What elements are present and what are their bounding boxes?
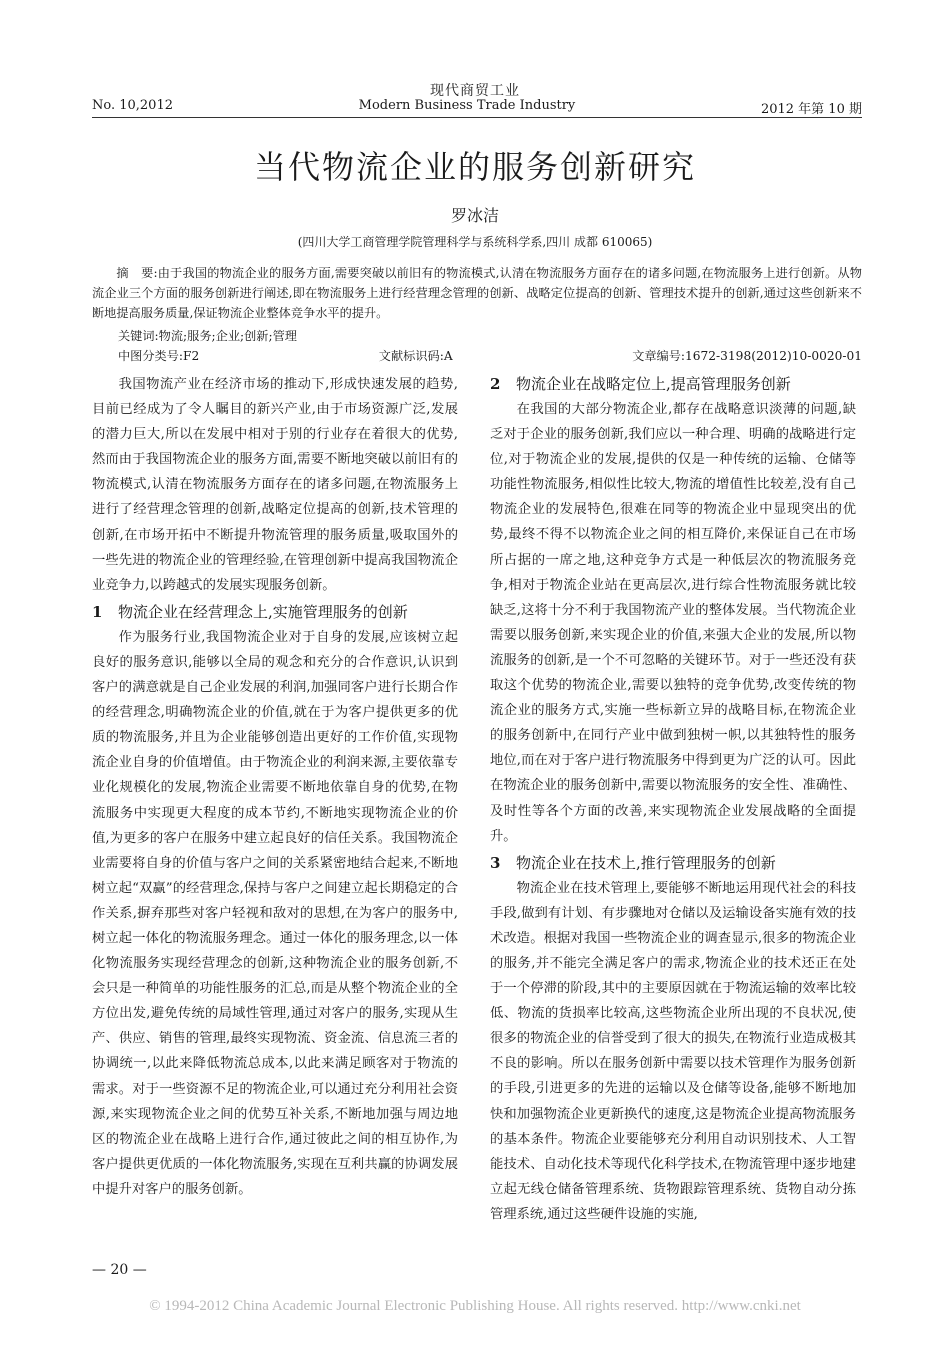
page-number: — 20 — [92,1262,147,1278]
section-3-number: 3 [490,853,501,872]
article-number: 文章编号:1672-3198(2012)10-0020-01 [632,349,862,363]
document-code: 文献标识码:A [378,349,453,363]
keywords: 关键词:物流;服务;企业;创新;管理 [118,329,297,343]
left-column [92,372,458,1202]
classification-line [118,347,862,364]
section-3-body: 物流企业在技术管理上,要能够不断地运用现代社会的科技手段,做到有计划、有步骤地对仓储以及运输设备实施有效的技术改造。根据对我国一些物流企业的调查显示,很多的物流企业的服务,并不能完全满足客户的需求,物流企业的技术还正在处于一个停滞的阶段,其中的主要原因就在于物流运输的效率比较低、物流的货损率比较高,这些物流企业所出现的不良状况,使很多的物流企业的信誉受到了很大的损失,在物流行业造成极其不良的影响。所以在服务创新中需要以技术管理作为服务创新的手段,引进更多的先进的运输以及仓储等设备,能够不断地加快和加强物流企业更新换代的速度,这是物流企业提高物流服务的基本条件。物流企业要能够充分利用自动识别技术、人工智能技术、自动化技术等现代化科学技术,在物流管理中逐步地建立起无线仓储备管理系统、货物跟踪管理系统、货物自动分拣管理系统,通过这些硬件设施的实施, [490,880,856,1222]
section-2-number: 2 [490,375,501,393]
section-2-title: 物流企业在战略定位上,提高管理服务创新 [516,375,791,393]
header-rule [92,117,862,118]
section-1-number: 1 [92,602,103,621]
paper-title: 当代物流企业的服务创新研究 [253,148,696,186]
issue-number-left: No. 10,2012 [92,98,173,113]
section-2-body: 在我国的大部分物流企业,都存在战略意识淡薄的问题,缺乏对于企业的服务创新,我们应以一种合理、明确的战略进行定位,对于物流企业的发展,提供的仅是一种传统的运输、仓储等功能性物流服务,相似性比较大,物流的增值性比较差,没有自己物流企业的发展特色,很难在同等的物流企业中显现突出的优势,最终不得不以物流企业之间的相互降价,来保证自己在市场所占据的一席之地,这种竞争方式是一种低层次的物流服务竞争,相对于物流企业站在更高层次,进行综合性物流服务就比较缺乏,这将十分不利于我国物流产业的整体发展。当代物流企业需要以服务创新,来实现企业的价值,来强大企业的发展,所以物流服务的创新,是一个不可忽略的关键环节。对于一些还没有获取这个优势的物流企业,需要以独特的竞争优势,改变传统的物流企业的服务方式,实施一些标新立异的战略目标,在物流企业的服务创新中,在同行产业中做到独树一帜,以其独特性的服务地位,而在对于客户进行物流服务中得到更为广泛的认可。因此在物流企业的服务创新中,需要以物流服务的安全性、准确性、及时性等各个方面的改善,来实现物流企业发展战略的全面提升。 [490,402,856,844]
section-3-heading [490,851,856,876]
section-1-heading [92,600,458,625]
section-1-title: 物流企业在经营理念上,实施管理服务的创新 [118,602,408,621]
author-name: 罗冰洁 [450,206,499,225]
journal-name-en: Modern Business Trade Industry [358,98,576,113]
section-3-title: 物流企业在技术上,推行管理服务的创新 [516,853,776,872]
intro-paragraph: 我国物流产业在经济市场的推动下,形成快速发展的趋势,目前已经成为了令人瞩目的新兴产业,由于市场资源广泛,发展的潜力巨大,所以在发展中相对于别的行业存在着很大的优势,然而由于我国物流企业的服务方面,需要不断地突破以前旧有的物流模式,认清在物流服务方面存在的诸多问题,在物流服务上进行了经营理念管理的创新,战略定位提高的创新,技术管理的创新,在市场开拓中不断提升物流管理的服务质量,吸取国外的一些先进的物流企业的管理经验,在管理创新中提高我国物流企业竞争力,以跨越式的发展实现服务创新。 [92,377,458,593]
issue-number-right: 2012 年第 10 期 [760,102,862,117]
author-affiliation: (四川大学工商管理学院管理科学与系统科学系,四川 成都 610065) [297,235,653,249]
section-1-body: 作为服务行业,我国物流企业对于自身的发展,应该树立起良好的服务意识,能够以全局的观念和充分的合作意识,认识到客户的满意就是自己企业发展的利润,加强同客户进行长期合作的经营理念,明确物流企业的价值,就在于为客户提供更多的优质的物流服务,并且为企业能够创造出更好的工作价值,实现物流企业自身的价值增值。由于物流企业的利润来源,主要依靠专业化规模化的发展,物流企业需要不断地依靠自身的优势,在物流服务中实现更大程度的成本节约,不断地实现物流企业的价值,为更多的客户在服务中建立起良好的信任关系。我国物流企业需要将自身的价值与客户之间的关系紧密地结合起来,不断地树立起“双赢”的经营理念,保持与客户之间建立起长期稳定的合作关系,摒弃那些对客户轻视和敌对的思想,在为客户的服务中,树立起一体化的物流服务理念。通过一体化的服务理念,以一体化物流服务实现经营理念的创新,这种物流企业的服务创新,不会只是一种简单的功能性服务的汇总,而是从整个物流企业的全方位出发,避免传统的局域性管理,通过对客户的服务,实现从生产、供应、销售的管理,最终实现物流、资金流、信息流三者的协调统一,以此来降低物流总成本,以此来满足顾客对于物流的需求。对于一些资源不足的物流企业,可以通过充分利用社会资源,来实现物流企业之间的优势互补关系,不断地加强与周边地区的物流企业在战略上进行合作,通过彼此之间的相互协作,为客户提供更优质的一体化物流服务,实现在互利共赢的协调发展中提升对客户的服务创新。 [92,629,458,1197]
right-column [490,372,856,1227]
section-2-heading [490,372,856,397]
copyright-footer: © 1994-2012 China Academic Journal Electronic Publishing House. All rights reserved. http://www.cnki.net [149,1298,801,1314]
journal-name: 现代商贸工业 [430,83,520,99]
abstract: 摘 要:由于我国的物流企业的服务方面,需要突破以前旧有的物流模式,认清在物流服务方面存在的诸多问题,在物流服务上进行创新。从物流企业三个方面的服务创新进行阐述,即在物流服务上进行经营理念管理的创新、战略定位提高的创新、管理技术提升的创新,通过这些创新来不断地提高服务质量,保证物流企业整体竞争水平的提升。 [92,266,862,320]
clc-number: 中图分类号:F2 [118,349,200,363]
running-header [92,98,862,117]
